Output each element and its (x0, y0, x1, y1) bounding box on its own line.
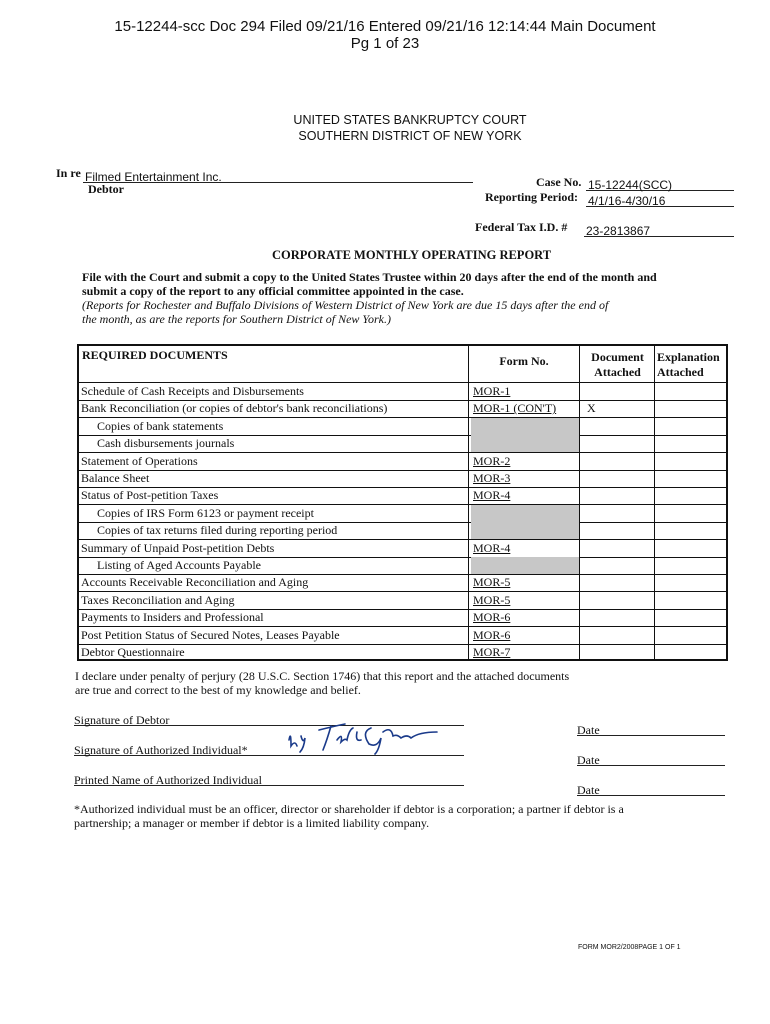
table-row (79, 505, 726, 523)
row-document-attached (584, 644, 657, 661)
row-document-name: Copies of bank statements (97, 418, 224, 433)
header-explanation-attached (657, 350, 730, 380)
instructions-bold-line1: File with the Court and submit a copy to the United States Trustee within 20 days after the end of the month and (82, 270, 657, 284)
row-form-shaded (471, 435, 579, 452)
row-form-number: MOR-4 (473, 540, 511, 555)
row-document-attached (584, 592, 657, 609)
row-explanation-attached (657, 592, 730, 609)
header-document-attached (581, 350, 654, 380)
table-row (79, 453, 726, 471)
row-document-attached (584, 505, 657, 522)
row-form-number: MOR-1 (CON'T) (473, 401, 557, 416)
printed-name-label: Printed Name of Authorized Individual (74, 773, 262, 787)
row-form-number: MOR-5 (473, 592, 511, 607)
date-label-1: Date (577, 723, 600, 737)
row-form-shaded (471, 557, 579, 574)
reporting-period: 4/1/16-4/30/16 (588, 194, 666, 208)
footnote-line2: partnership; a manager or member if debtor is a limited liability company. (74, 816, 430, 830)
row-document-attached (584, 383, 657, 400)
row-explanation-attached (657, 627, 730, 644)
row-document-name: Listing of Aged Accounts Payable (97, 558, 261, 572)
court-district: SOUTHERN DISTRICT OF NEW YORK (298, 129, 522, 143)
declaration (75, 669, 569, 697)
row-document-attached: X (587, 401, 596, 416)
date-line-1 (577, 721, 725, 736)
row-form-shaded (471, 505, 579, 522)
report-title: CORPORATE MONTHLY OPERATING REPORT (272, 248, 552, 262)
debtor-label: Debtor (88, 182, 124, 196)
tax-id-line (584, 222, 734, 237)
row-explanation-attached (657, 418, 730, 435)
row-explanation-attached (657, 400, 730, 417)
header-document-attached-l2: Attached (594, 365, 641, 379)
instructions-italic-line1: (Reports for Rochester and Buffalo Divisions of Western District of New York are due 15 days after the end of (82, 298, 609, 312)
tax-id-label: Federal Tax I.D. # (475, 220, 568, 234)
required-documents-table (77, 344, 728, 661)
printed-name-line (74, 771, 464, 786)
row-document-name: Schedule of Cash Receipts and Disbursements (81, 384, 304, 398)
table-row (79, 592, 726, 610)
header-explanation-l1: Explanation (657, 350, 720, 364)
form-footer: FORM MOR2/2008PAGE 1 OF 1 (578, 944, 681, 951)
row-document-name: Summary of Unpaid Post-petition Debts (81, 540, 275, 555)
row-explanation-attached (657, 609, 730, 626)
case-no: 15-12244(SCC) (588, 178, 673, 192)
row-document-attached (584, 453, 657, 470)
table-row (79, 470, 726, 488)
row-form-number: MOR-1 (473, 384, 511, 398)
row-explanation-attached (657, 557, 730, 574)
declaration-line2: are true and correct to the best of my knowledge and belief. (75, 683, 361, 697)
declaration-line1: I declare under penalty of perjury (28 U.S.C. Section 1746) that this report and the attached documents (75, 669, 570, 683)
table-row (79, 540, 726, 558)
header-required-documents: REQUIRED DOCUMENTS (82, 348, 228, 362)
table-row (79, 400, 726, 418)
row-document-name: Post Petition Status of Secured Notes, Leases Payable (81, 627, 340, 642)
footnote-line1: *Authorized individual must be an officer, director or shareholder if debtor is a corporation; a partner if debtor is a (74, 802, 624, 816)
row-document-name: Statement of Operations (81, 453, 198, 468)
header-form-no: Form No. (499, 354, 549, 368)
table-header-row (79, 346, 726, 383)
table-row (79, 383, 726, 401)
row-explanation-attached (657, 522, 730, 539)
row-document-name: Payments to Insiders and Professional (81, 610, 264, 625)
court-name: UNITED STATES BANKRUPTCY COURT (293, 113, 527, 127)
row-form-shaded (471, 418, 579, 435)
row-form-number: MOR-7 (473, 645, 511, 659)
row-form-number: MOR-6 (473, 627, 511, 642)
row-form-shaded (471, 522, 579, 539)
debtor-name-line (83, 168, 473, 183)
header-explanation-l2: Attached (657, 365, 704, 379)
instructions (82, 270, 657, 326)
row-form-number: MOR-5 (473, 575, 511, 590)
table-row (79, 627, 726, 645)
row-form-number: MOR-2 (473, 453, 511, 468)
row-explanation-attached (657, 487, 730, 504)
case-no-line (586, 176, 734, 191)
row-document-name: Balance Sheet (81, 471, 150, 485)
ecf-header-line1: 15-12244-scc Doc 294 Filed 09/21/16 Entered 09/21/16 12:14:44 Main Document (114, 18, 656, 35)
row-explanation-attached (657, 470, 730, 487)
footnote (74, 802, 624, 830)
scanned-page (0, 64, 770, 1024)
date-label-2: Date (577, 753, 600, 767)
case-no-label: Case No. (536, 175, 582, 189)
row-document-name: Copies of tax returns filed during reporting period (97, 523, 338, 538)
row-document-name: Taxes Reconciliation and Aging (81, 592, 235, 607)
instructions-bold-line2: submit a copy of the report to any official committee appointed in the case. (82, 284, 464, 298)
row-explanation-attached (657, 574, 730, 591)
handwritten-signature (285, 718, 445, 758)
row-explanation-attached (657, 383, 730, 400)
table-row (79, 435, 726, 453)
tax-id: 23-2813867 (586, 224, 651, 238)
table-row (79, 609, 726, 627)
row-document-attached (584, 627, 657, 644)
row-explanation-attached (657, 453, 730, 470)
instructions-italic-line2: the month, as are the reports for Southern District of New York.) (82, 312, 391, 326)
row-document-attached (584, 418, 657, 435)
table-row (79, 522, 726, 540)
date-line-3 (577, 781, 725, 796)
row-form-number: MOR-6 (473, 610, 511, 625)
row-explanation-attached (657, 505, 730, 522)
signature-debtor-label: Signature of Debtor (74, 713, 170, 727)
row-document-name: Cash disbursements journals (97, 436, 235, 451)
reporting-period-line (586, 192, 734, 207)
row-document-attached (584, 470, 657, 487)
signature-authorized-label: Signature of Authorized Individual* (74, 743, 248, 757)
row-document-name: Copies of IRS Form 6123 or payment receipt (97, 505, 314, 520)
table-row (79, 418, 726, 436)
date-line-2 (577, 751, 725, 766)
row-document-attached (584, 557, 657, 574)
ecf-header-line2: Pg 1 of 23 (350, 35, 420, 52)
court-heading (0, 112, 770, 144)
row-document-attached (584, 609, 657, 626)
debtor-name: Filmed Entertainment Inc. (85, 170, 222, 184)
table-row (79, 574, 726, 592)
row-document-name: Status of Post-petition Taxes (81, 488, 219, 503)
row-explanation-attached (657, 435, 730, 452)
row-document-name: Accounts Receivable Reconciliation and Aging (81, 575, 309, 590)
row-document-attached (584, 522, 657, 539)
row-document-name: Debtor Questionnaire (81, 645, 185, 659)
row-document-attached (584, 540, 657, 557)
table-row (79, 644, 726, 661)
table-row (79, 557, 726, 575)
row-document-attached (584, 574, 657, 591)
header-document-attached-l1: Document (591, 350, 644, 364)
table-row (79, 487, 726, 505)
row-document-name: Bank Reconciliation (or copies of debtor's bank reconciliations) (81, 401, 388, 416)
row-explanation-attached (657, 644, 730, 661)
in-re-label: In re (56, 166, 81, 180)
row-document-attached (584, 435, 657, 452)
date-label-3: Date (577, 783, 600, 797)
row-form-number: MOR-3 (473, 471, 511, 485)
row-document-attached (584, 487, 657, 504)
row-explanation-attached (657, 540, 730, 557)
reporting-period-label: Reporting Period: (485, 190, 578, 204)
row-form-number: MOR-4 (473, 488, 511, 503)
